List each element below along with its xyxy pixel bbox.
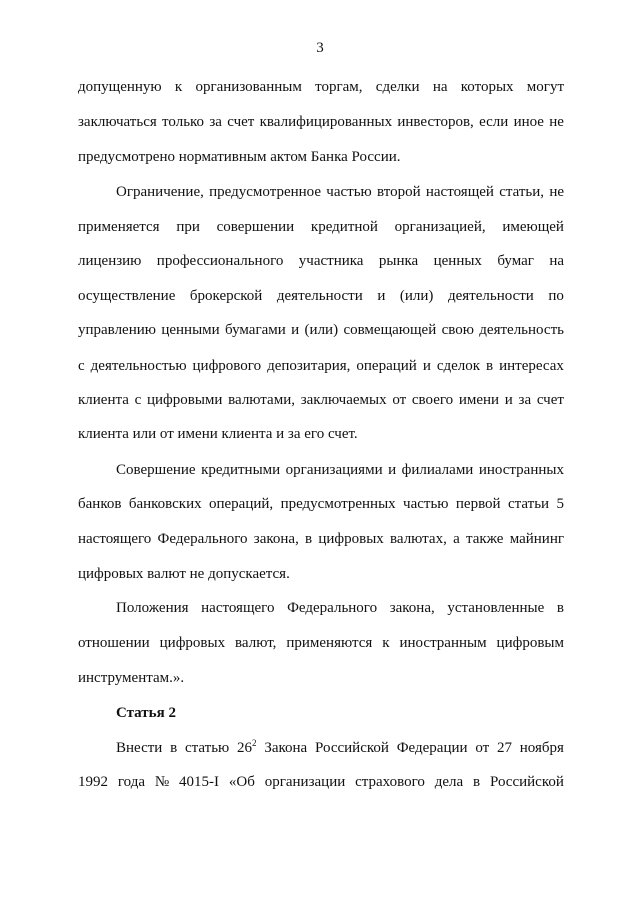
paragraph-3-line-1: Совершение кредитными организациями и филиалами иностранных <box>116 462 564 478</box>
paragraph-5-line-1: Внести в статью $26^2$ Закона Российской Федерации от 27 ноября <box>116 738 564 756</box>
paragraph-2-line-6: с деятельностью цифрового депозитария, операций и сделок в интересах <box>78 358 564 374</box>
paragraph-1-line-1: допущенную к организованным торгам, сделки на которых могут <box>78 79 564 95</box>
paragraph-2-line-2: применяется при совершении кредитной организацией, имеющей <box>78 219 564 235</box>
paragraph-4-line-1: Положения настоящего Федерального закона, установленные в <box>116 600 564 616</box>
paragraph-2-line-1: Ограничение, предусмотренное частью второй настоящей статьи, не <box>116 184 564 200</box>
paragraph-4-line-3: инструментам.». <box>78 670 185 686</box>
paragraph-1-line-3: предусмотрено нормативным актом Банка России. <box>78 149 401 165</box>
article-number: $26^2$ <box>237 738 257 756</box>
paragraph-1-line-2: заключаться только за счет квалифицированных инвесторов, если иное не <box>78 114 564 130</box>
article-number-superscript: 2 <box>252 738 257 748</box>
paragraph-5-line-2: 1992 года № 4015-I «Об организации страхового дела в Российской <box>78 774 564 790</box>
paragraph-2-line-3: лицензию профессионального участника рынка ценных бумаг на <box>78 253 564 269</box>
paragraph-3-line-3: настоящего Федерального закона, в цифровых валютах, а также майнинг <box>78 531 564 547</box>
page-number: 3 <box>316 40 324 56</box>
paragraph-2-line-8: клиента или от имени клиента и за его счет. <box>78 426 358 442</box>
paragraph-2-line-5: управлению ценными бумагами и (или) совмещающей свою деятельность <box>78 322 564 338</box>
paragraph-2-line-4: осуществление брокерской деятельности и (или) деятельности по <box>78 288 564 304</box>
paragraph-3-line-4: цифровых валют не допускается. <box>78 566 290 582</box>
article-heading: Статья 2 <box>116 705 176 721</box>
paragraph-4-line-2: отношении цифровых валют, применяются к иностранным цифровым <box>78 635 564 651</box>
paragraph-2-line-7: клиента с цифровыми валютами, заключаемых от своего имени и за счет <box>78 392 564 408</box>
paragraph-3-line-2: банков банковских операций, предусмотренных частью первой статьи 5 <box>78 496 564 512</box>
